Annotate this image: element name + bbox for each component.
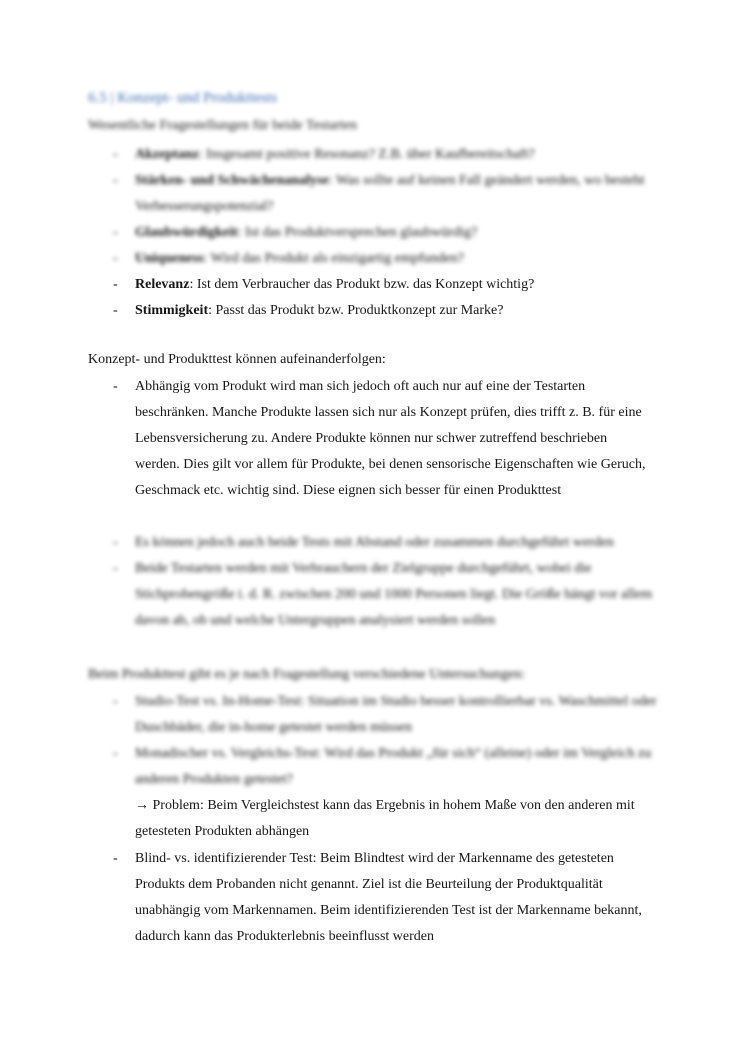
list-item [113,298,663,324]
list-item-term: Glaubwürdigkeit [135,225,238,240]
paragraph: Konzept- und Produkttest können aufeinanderfolgen: [88,352,386,367]
list-item [113,530,658,556]
bullet-dash: - [113,277,118,292]
list-item [113,846,653,950]
bullet-dash: - [113,251,118,266]
list-item-term: Stärken- und Schwächenanalyse [135,173,329,188]
list-item-text: Studio-Test vs. In-Home-Test: Situation im Studio besser kontrollierbar vs. Waschmittel oder Duschbäder, die in-home getestet werden müssen [135,694,657,735]
list-item-text: : Was sollte auf keinen Fall geändert werden, wo besteht Verbesserungspotenzial? [135,173,645,214]
bullet-dash: - [113,173,118,188]
bullet-dash: - [113,147,118,162]
list-item [113,142,663,168]
bullet-dash: - [113,225,118,240]
list-item-term: Stimmigkeit [135,303,209,318]
list-item-term: Relevanz [135,277,190,292]
bullet-dash: - [113,303,118,318]
list-item-text: Abhängig vom Produkt wird man sich jedoch oft auch nur auf eine der Testarten beschränken. Manche Produkte lassen sich nur als Konzept prüfen, dies trifft z. B. für eine Lebensversicherung zu. Andere Produkte können nur schwer zutreffend beschrieben werden. Dies gilt vor allem für Produkte, bei denen sensorische Eigenschaften wie Geruch, Geschmack etc. wichtig sind. Diese eignen sich besser für einen Produkttest [135,379,646,498]
list-item-text: : Insgesamt positive Resonanz? Z.B. über Kaufbereitschaft? [198,147,535,162]
bullet-dash: - [113,379,118,394]
list-item-text: : Passt das Produkt bzw. Produktkonzept zur Marke? [208,303,504,318]
list-item-text: : Ist das Produktversprechen glaubwürdig? [237,225,478,240]
list-item-text: : Ist dem Verbraucher das Produkt bzw. das Konzept wichtig? [189,277,535,292]
bullet-dash: - [113,561,118,576]
list-item [113,220,663,246]
list-item [113,374,653,504]
list-item-text: : Wird das Produkt als einzigartig empfunden? [203,251,464,266]
section-heading: 6.5 | Konzept- und Produkttests [88,90,278,106]
list-item-term: Uniqueness [135,251,204,266]
list-item [113,168,663,220]
bullet-dash: - [113,746,118,761]
paragraph: Beim Produkttest gibt es je nach Fragestellung verschiedene Untersuchungen: [88,667,526,682]
list-item-text: Blind- vs. identifizierender Test: Beim Blindtest wird der Markenname des getesteten Produkts dem Probanden nicht genannt. Ziel ist die Beurteilung der Produktqualität unabhängig vom Markennamen. Beim identifizierenden Test ist der Markenname bekannt, dadurch kann das Produkterlebnis beeinflusst werden [135,851,642,944]
list-item-text: Es können jedoch auch beide Tests mit Abstand oder zusammen durchgeführt werden [135,535,614,550]
list-item [113,272,663,298]
list-item [113,689,663,741]
arrow-note: → Problem: Beim Vergleichstest kann das Ergebnis in hohem Maße von den anderen mit getesteten Produkten abhängen [135,798,635,839]
bullet-dash: - [113,694,118,709]
bullet-dash: - [113,851,118,866]
list-item-text: Beide Testarten werden mit Verbrauchern der Zielgruppe durchgeführt, wobei die Stichprobengröße i. d. R. zwischen 200 und 1000 Personen liegt. Die Größe hängt vor allem davon ab, ob und welche Untergruppen analysiert werden sollen [135,561,653,628]
list-item-term: Akzeptanz [135,147,199,162]
section-subheading: Wesentliche Fragestellungen für beide Testarten [88,118,357,133]
list-item [113,246,663,272]
list-item [113,556,658,634]
list-item [113,741,663,793]
bullet-dash: - [113,535,118,550]
list-item-text: Monadischer vs. Vergleichs-Test: Wird das Produkt „für sich“ (alleine) oder im Vergleich zu anderen Produkten getestet? [135,746,652,787]
